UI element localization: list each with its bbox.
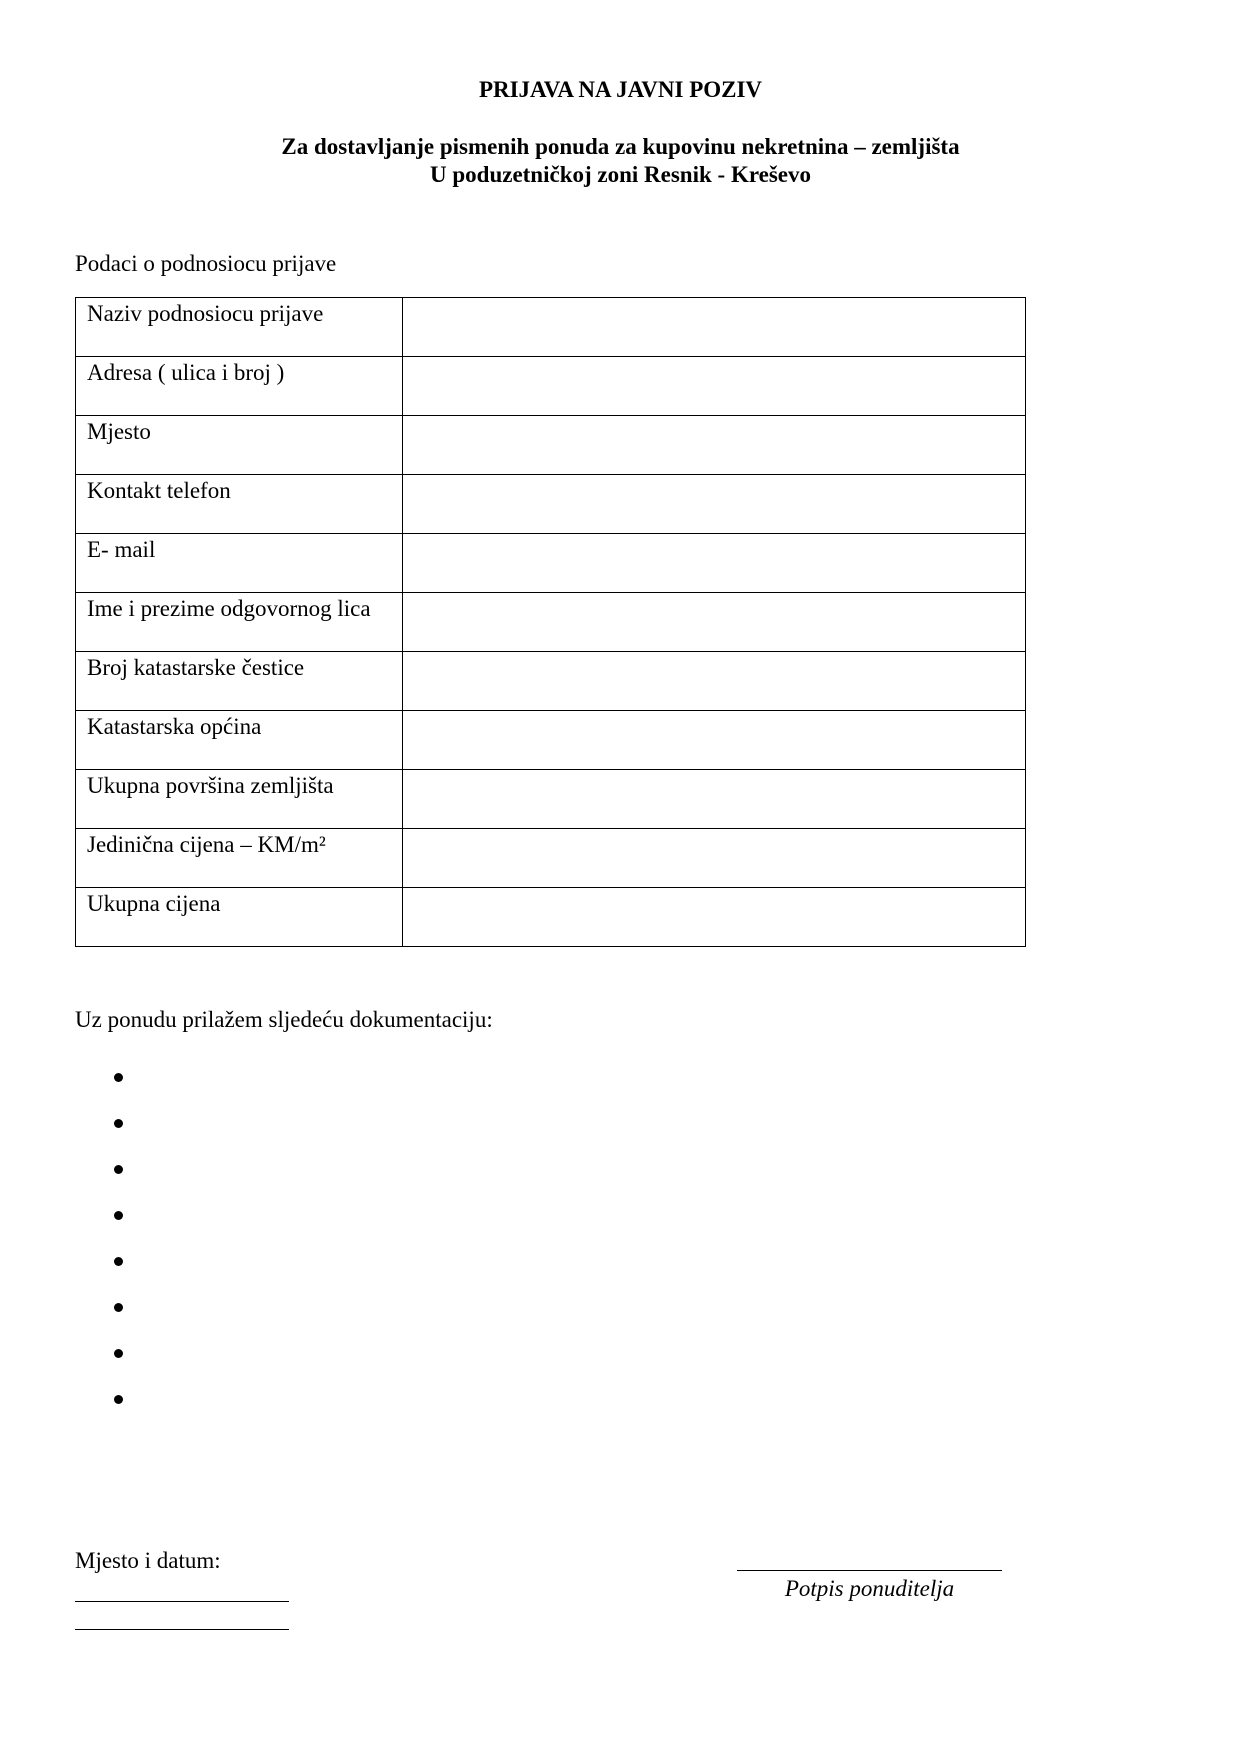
bullet-icon <box>114 1211 123 1220</box>
field-label-cell <box>76 593 403 652</box>
table-row <box>76 593 1026 652</box>
field-label: Adresa ( ulica i broj ) <box>87 360 285 385</box>
bullet-icon <box>114 1073 123 1082</box>
signature-label: Potpis ponuditelja <box>784 1576 955 1601</box>
table-row <box>76 711 1026 770</box>
place-date-line-2[interactable] <box>75 1629 289 1630</box>
field-label-cell <box>76 298 403 357</box>
list-item[interactable] <box>0 1247 400 1293</box>
place-date-label: Mjesto i datum: <box>75 1548 221 1573</box>
applicant-data-table <box>75 297 1026 947</box>
list-item[interactable] <box>0 1109 400 1155</box>
applicant-section-heading: Podaci o podnosiocu prijave <box>75 251 337 276</box>
field-value-cell[interactable] <box>403 770 1026 829</box>
table-row <box>76 829 1026 888</box>
field-label: Naziv podnosiocu prijave <box>87 301 324 326</box>
field-label: Jedinična cijena – KM/m² <box>87 832 326 857</box>
field-label-cell <box>76 416 403 475</box>
field-value-cell[interactable] <box>403 593 1026 652</box>
field-value-cell[interactable] <box>403 652 1026 711</box>
place-date-line-1[interactable] <box>75 1601 289 1602</box>
bullet-icon <box>114 1349 123 1358</box>
field-label: Kontakt telefon <box>87 478 231 503</box>
field-value-cell[interactable] <box>403 888 1026 947</box>
field-label-cell <box>76 475 403 534</box>
list-item[interactable] <box>0 1385 400 1431</box>
table-row <box>76 475 1026 534</box>
field-label: Ime i prezime odgovornog lica <box>87 596 371 621</box>
field-label: Katastarska općina <box>87 714 262 739</box>
bullet-icon <box>114 1303 123 1312</box>
field-label-cell <box>76 711 403 770</box>
documentation-list <box>0 1063 400 1431</box>
subtitle-line-2: U poduzetničkoj zoni Resnik - Kreševo <box>430 162 811 187</box>
list-item[interactable] <box>0 1155 400 1201</box>
field-value-cell[interactable] <box>403 416 1026 475</box>
document-title: PRIJAVA NA JAVNI POZIV <box>478 77 763 102</box>
field-label-cell <box>76 652 403 711</box>
list-item[interactable] <box>0 1063 400 1109</box>
field-value-cell[interactable] <box>403 829 1026 888</box>
field-label-cell <box>76 357 403 416</box>
table-row <box>76 888 1026 947</box>
field-label: Broj katastarske čestice <box>87 655 305 680</box>
table-row <box>76 652 1026 711</box>
bullet-icon <box>114 1119 123 1128</box>
field-value-cell[interactable] <box>403 475 1026 534</box>
table-row <box>76 357 1026 416</box>
table-row <box>76 770 1026 829</box>
field-value-cell[interactable] <box>403 357 1026 416</box>
field-label: E- mail <box>87 537 156 562</box>
bullet-icon <box>114 1395 123 1404</box>
field-label-cell <box>76 888 403 947</box>
subtitle-line-1: Za dostavljanje pismenih ponuda za kupovinu nekretnina – zemljišta <box>281 134 960 159</box>
field-label-cell <box>76 534 403 593</box>
field-label: Ukupna površina zemljišta <box>87 773 334 798</box>
list-item[interactable] <box>0 1201 400 1247</box>
document-subtitle <box>0 133 1241 189</box>
bullet-icon <box>114 1257 123 1266</box>
field-value-cell[interactable] <box>403 711 1026 770</box>
list-item[interactable] <box>0 1339 400 1385</box>
field-label-cell <box>76 829 403 888</box>
field-value-cell[interactable] <box>403 534 1026 593</box>
table-row <box>76 298 1026 357</box>
documentation-heading: Uz ponudu prilažem sljedeću dokumentaciju: <box>75 1007 493 1032</box>
field-label-cell <box>76 770 403 829</box>
field-label: Mjesto <box>87 419 151 444</box>
field-value-cell[interactable] <box>403 298 1026 357</box>
table-row <box>76 416 1026 475</box>
signature-line[interactable] <box>737 1570 1002 1571</box>
field-label: Ukupna cijena <box>87 891 221 916</box>
list-item[interactable] <box>0 1293 400 1339</box>
table-row <box>76 534 1026 593</box>
bullet-icon <box>114 1165 123 1174</box>
